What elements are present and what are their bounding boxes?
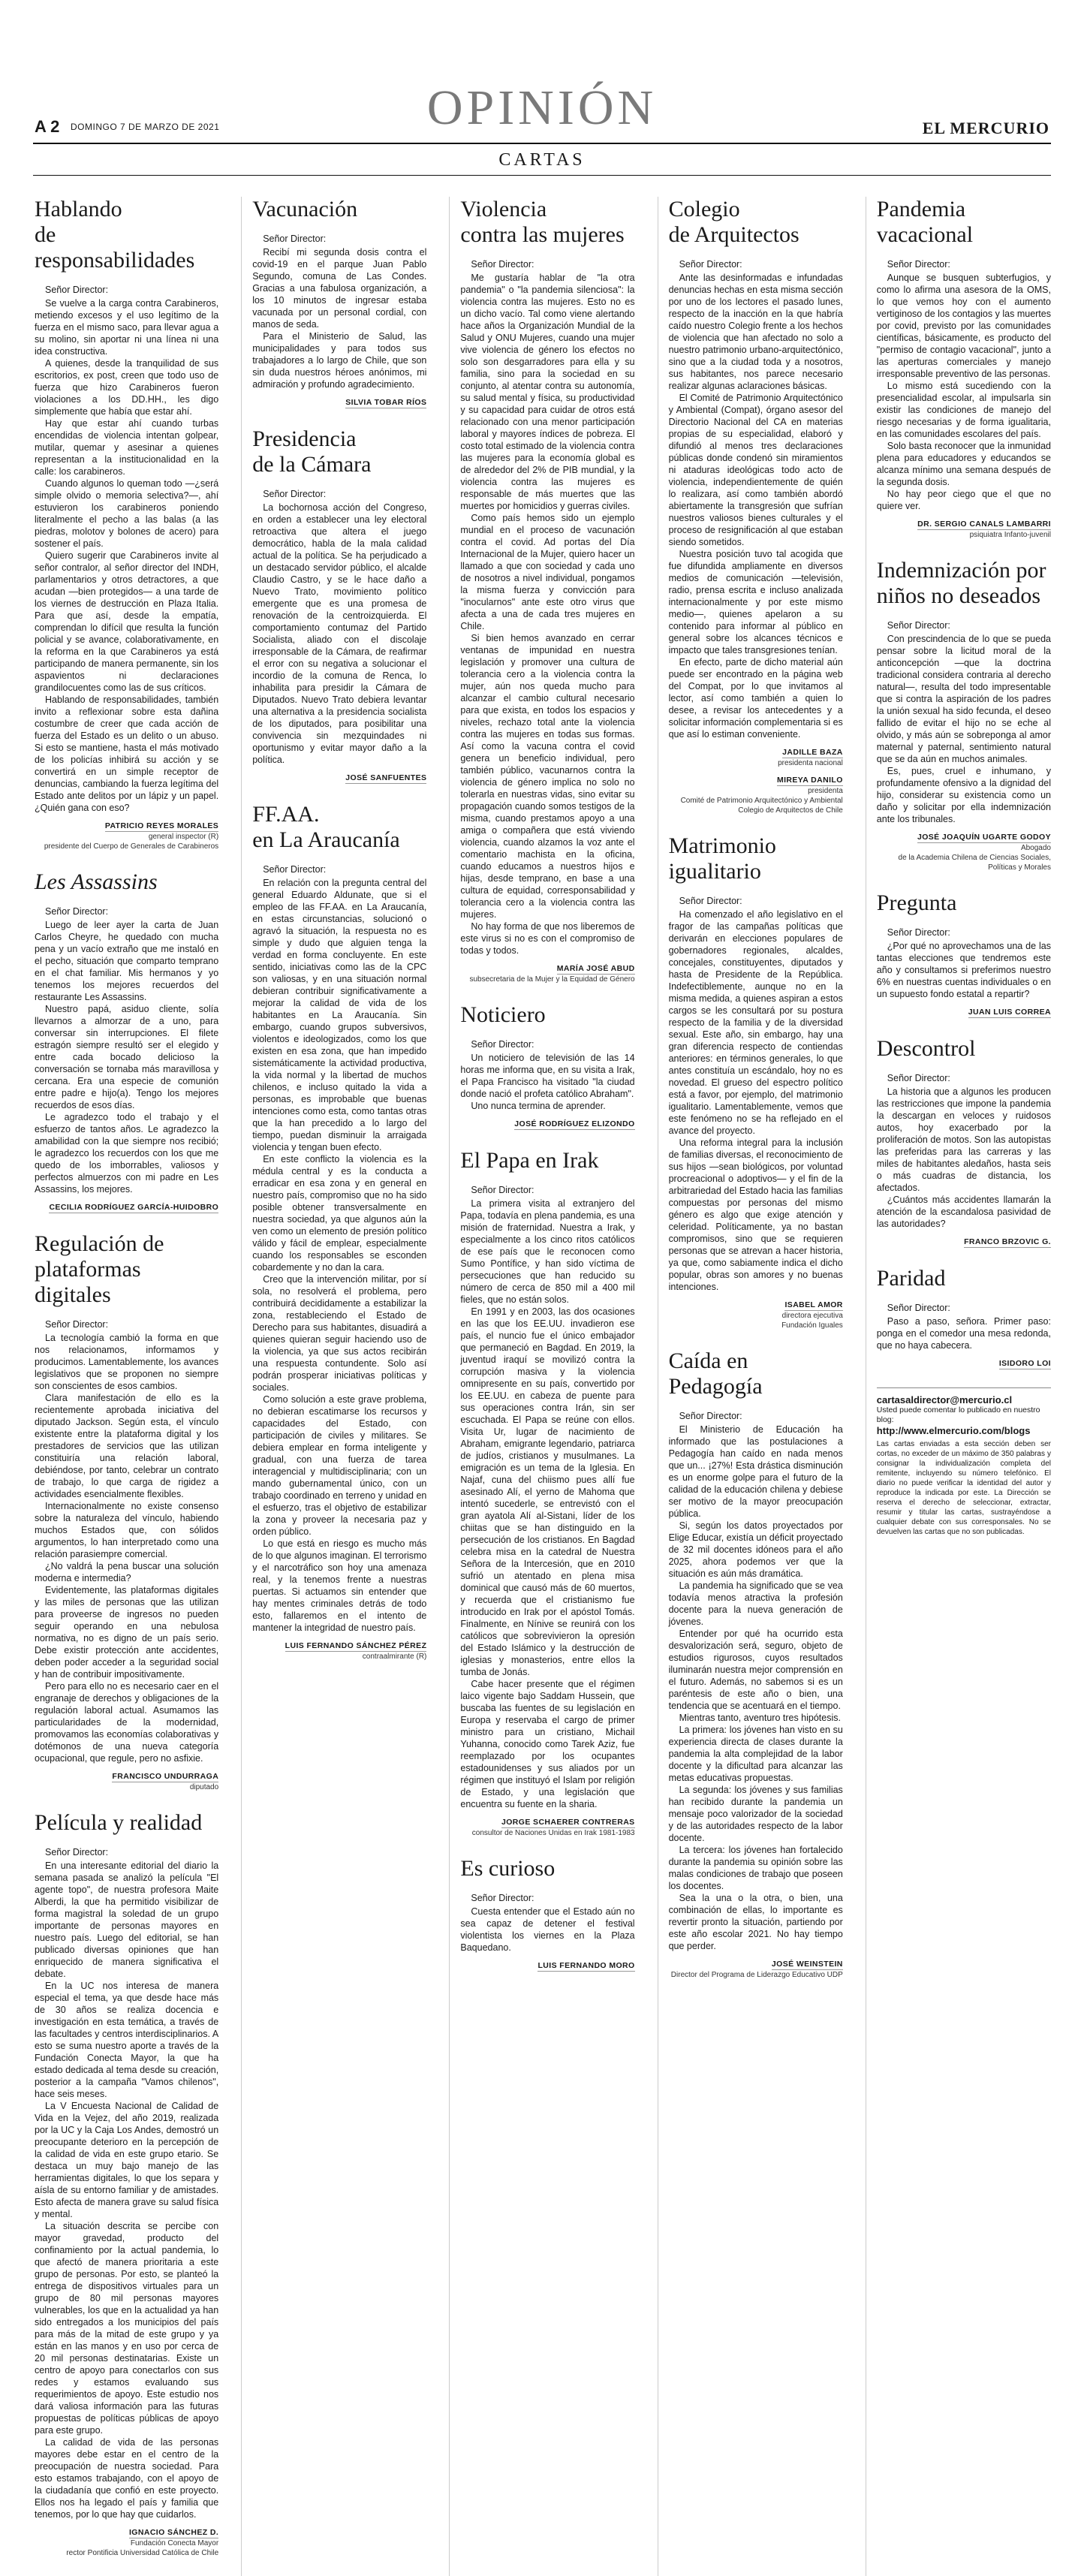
letter-signature [35, 1769, 218, 1792]
signature-name: DR. SERGIO CANALS LAMBARRI [917, 520, 1051, 529]
letter-title: Presidencia de la Cámara [252, 426, 372, 477]
signature-name: ISABEL AMOR [784, 1300, 843, 1309]
letter-title: FF.AA. en La Araucanía [252, 802, 400, 852]
signature-name: FRANCISCO UNDURRAGA [112, 1772, 219, 1781]
letter-salutation: Señor Director: [45, 906, 109, 917]
letter-paragraph: Internacionalmente no existe consenso sobre la naturaleza del vínculo, habiendo muchos Estados que, con sólidos argumentos, lo han interpretado como una relación parasiempre comercial. [35, 1501, 219, 1559]
letter-paragraph: En una interesante editorial del diario la semana pasada se analizó la película "El agente topo", de nuestra profesora Maite Alberdi, la que ha permitido visibilizar de forma magistral la soledad de un grupo importante de personas mayores en nuestro país. Luego del editorial, se han publicado diversas opiniones que han enriquecido de manera significativa el debate. [35, 1860, 219, 1979]
letter-salutation: Señor Director: [887, 620, 950, 631]
letter-salutation: Señor Director: [679, 896, 742, 906]
contact-box [877, 1387, 1051, 1537]
letter-paragraph: Uno nunca termina de aprender. [471, 1101, 606, 1111]
signature-title: psiquiatra Infanto-juvenil [969, 531, 1051, 539]
letter [252, 802, 426, 1662]
letter-paragraph: Como solución a este grave problema, no debieran escatimarse los recursos y capacidades del Estado, con participación de civiles y militares. Se debiera emplear en forma inteligente y gradual, con una fuerza de tarea interagencial y multidisciplinaria; con un mando gubernamental único, con un trabajo coordinado en terreno y unidad en el esfuerzo, tras el objetivo de estabilizar la zona y proveer la necesaria paz y orden público. [252, 1394, 427, 1537]
letter [252, 426, 426, 784]
letter-salutation: Señor Director: [679, 259, 742, 270]
signature-name: ISIDORO LOI [998, 1359, 1051, 1368]
letter-signature [877, 1356, 1051, 1369]
letter [460, 1856, 634, 1972]
letter [877, 197, 1051, 540]
letter-signature [35, 818, 218, 851]
letter-paragraph: Un noticiero de televisión de las 14 horas me informa que, en su visita a Irak, el Papa Francisco ha visitado "la ciudad donde nació el profeta católico Abraham". [460, 1053, 635, 1099]
letter [669, 833, 843, 1330]
column-2 [241, 197, 426, 2576]
letter-paragraph: ¿Cuántos más accidentes llamarán la atención de la escandalosa pasividad de las autoridades? [876, 1195, 1051, 1229]
signature-name: JUAN LUIS CORREA [968, 1008, 1051, 1017]
letter-paragraph: La bochornosa acción del Congreso, en orden a establecer una ley electoral retroactiva que altera el juego democrático, habla de la mala calidad actual de la política. Se ha perjudicado a un destacado servidor público, el alcalde Claudio Castro, y se le hace daño a Nuevo Trato, movimiento político emergente que es una promesa de renovación de la centroizquierda. El comportamiento contumaz del Partido Socialista, aliado con el discolaje irresponsable de la Cámara, de reafirmar el error con su negativa a solucionar el incordio de la comuna de Renca, lo inhabilita para presidir la Cámara de Diputados. Nuevo Trato debiera levantar una alternativa a la presidencia socialista de los diputados, para posibilitar una convivencia sin mezquindades ni oportunismo y evitar mayor daño a la política. [252, 502, 427, 765]
letter-paragraph: No hay forma de que nos liberemos de este virus si no es con el compromiso de todas y todos. [460, 921, 635, 956]
letter-title: Violencia contra las mujeres [460, 197, 625, 247]
letter-salutation: Señor Director: [887, 1073, 950, 1083]
page-number: A 2 [35, 117, 60, 136]
letter-paragraph: Hay que estar ahí cuando turbas encendidas de violencia intentan golpear, mutilar, quemar y asesinar a quienes representan a la institucionalidad en la calle: los carabineros. [35, 418, 219, 477]
signature-name: SILVIA TOBAR RÍOS [345, 398, 427, 407]
header-top [33, 75, 1051, 144]
signature-name: CECILIA RODRÍGUEZ GARCÍA-HUIDOBRO [49, 1203, 219, 1212]
letter-paragraph: Ante las desinformadas e infundadas denuncias hechas en esta misma sección por uno de los lectores el pasado lunes, respecto de la inacción en la que habría caído nuestro Colegio frente a los hechos de violencia que han afectado no solo a nuestro patrimonio urbano-arquitectónico, sino que a la ciudad toda y a nosotros, sus habitantes, nos parece necesario realizar algunas aclaraciones básicas. [668, 273, 843, 391]
letter-signature [669, 1297, 843, 1330]
letter-paragraph: La segunda: los jóvenes y sus familias han recibido durante la pandemia un mensaje poco valorizador de la sociedad y de las autoridades respecto de la labor docente. [668, 1785, 843, 1843]
letter-title: Pregunta [876, 890, 957, 915]
signature-title: Abogado de la Academia Chilena de Ciencias Sociales, Políticas y Morales [898, 844, 1051, 872]
letter-title: Pandemia vacacional [876, 197, 974, 247]
letter-salutation: Señor Director: [45, 285, 109, 295]
letter-paragraph: Sea la una o la otra, o bien, una combinación de ellas, lo importante es revertir pronto la situación, partiendo por este año escolar 2021. No hay tiempo que perder. [668, 1893, 843, 1951]
contact-email[interactable]: cartasaldirector@mercurio.cl [876, 1394, 1013, 1406]
letter [252, 197, 426, 408]
signature-name: LUIS FERNANDO SÁNCHEZ PÉREZ [285, 1641, 427, 1650]
letter-paragraph: La primera: los jóvenes han visto en su experiencia directa de clases durante la pandemia la alta complejidad de la labor docente y la dificultad para alcanzar las metas educativas propuestas. [668, 1725, 843, 1783]
letter-title: Paridad [876, 1266, 946, 1291]
letter [877, 1266, 1051, 1369]
letter-paragraph: En efecto, parte de dicho material aún puede ser encontrado en la página web del Compat, por lo que invitamos al lector, así como también a quien lo desee, a revisar los antecedentes y a solicitar información complementaria si es que así lo estiman conveniente. [668, 657, 843, 740]
page-date: DOMINGO 7 DE MARZO DE 2021 [71, 122, 220, 132]
letter-salutation: Señor Director: [471, 1185, 534, 1195]
letter-paragraph: El Ministerio de Educación ha informado que las postulaciones a Pedagogía han caído en nada menos que un... ¡27%! Esta drástica disminución es un enorme golpe para el futuro de la calidad de la educación chilena y debiese ser motivo de la mayor preocupación pública. [668, 1424, 843, 1519]
letter-paragraph: Aunque se busquen subterfugios, y como lo afirma una asesora de la OMS, lo que vemos hoy con el aumento vertiginoso de los contagios y las muertes por covid, previsto por las comunidades científicas, básicamente, es producto del "permiso de contagio vacacional", junto a las aperturas comerciales y manejo irresponsable preventivo de las personas. [876, 273, 1051, 379]
letters-columns [33, 197, 1051, 2557]
masthead-logo: EL MERCURIO [922, 119, 1049, 137]
letter-title: Hablando de responsabilidades [35, 197, 195, 273]
column-5 [866, 197, 1051, 2576]
letter-paragraph: La primera visita al extranjero del Papa, todavía en plena pandemia, es una misión de fraternidad. Nuestra a Irak, y especialmente a los cinco ritos católicos de ese país que le reconocen como Sumo Pontífice, y han sido víctima de persecuciones que han reducido su número de cerca de 850 mil a 400 mil fieles, que no están solos. [460, 1198, 635, 1305]
letter-paragraph: Nuestra posición tuvo tal acogida que fue difundida ampliamente en diversos medios de comunicación —televisión, radio, prensa escrita e incluso analizada internacionalmente y por este mismo medio—, quienes apelaron a su contenido para informar al público en general sobre los alcances técnicos e impacto que tales transgresiones tenían. [668, 549, 843, 655]
letter-title: El Papa en Irak [460, 1148, 599, 1173]
letter-signature [460, 1116, 634, 1130]
letter [35, 1810, 218, 2558]
letter-paragraph: Como país hemos sido un ejemplo mundial en el proceso de vacunación contra el covid. Ad portas del Día Internacional de la Mujer, quiero hacer un llamado a que con sociedad y cada uno de nosotros a nivel individual, pongamos la misma fuerza y convicción para "inocularnos" ante este otro virus que afecta a una de cada tres mujeres en Chile. [460, 513, 635, 631]
letter [460, 197, 634, 984]
letter-signature [460, 961, 634, 984]
letter-paragraph: Hablando de responsabilidades, también invito a reflexionar sobre esta dañina costumbre de creer que cada acción de fuerza del Estado es un delito o un abuso. Si esto se mantiene, hasta el más motivado de los policías inhibirá su acción y se convertirá en un simple receptor de denuncias, cambiando la fuerza legítima del Estado ante delitos por un lápiz y un papel. ¿Quién gana con eso? [35, 694, 219, 813]
letter-paragraph: Es, pues, cruel e inhumano, y profundamente ofensivo a la dignidad del hijo, considerar su existencia como un daño y solicitar por ella indemnización ante los tribunales. [876, 766, 1051, 824]
letter [460, 1148, 634, 1838]
letter-paragraph: Mientras tanto, aventuro tres hipótesis. [679, 1713, 841, 1723]
letter-paragraph: Nuestro papá, asiduo cliente, solía llevarnos a almorzar de a uno, para conversar sin interrupciones. El filete estragón siempre resultó ser el elegido y entre cada bocado delicioso la conversación se tornaba más maravillosa y cercana. Era una especie de comunión entre padre e hijo(a). Tengo los mejores recuerdos de esos días. [35, 1004, 219, 1110]
letter-paragraph: En relación con la pregunta central del general Eduardo Aldunate, que si el empleo de las FF.AA. en La Araucanía, en estas circunstancias, solucionó o agravó la situación, la respuesta no es simple y dudo que alguien tenga la verdad en forma concluyente. En este sentido, iniciativas como las de la CPC son valiosas, y en una situación normal debieran contribuir significativamente a mejorar la calidad de vida de los habitantes en La Araucanía. Sin embargo, cuando grupos subversivos, violentos e ideologizados, como los que existen en esa zona, que han impedido sistemáticamente la actividad productiva, la vida normal y la libertad de muchos chilenos, e incluso quitado la vida a personas, es improbable que buenas intenciones como esta, como tantas otras que la han precedido a lo largo del tiempo, puedan disminuir la arraigada violencia y tengan buen efecto. [252, 878, 427, 1152]
signature-name: JOSÉ SANFUENTES [345, 773, 427, 782]
letter-title: Caída en Pedagogía [668, 1348, 763, 1399]
letter-paragraph: En la UC nos interesa de manera especial el tema, ya que desde hace más de 30 años se realiza docencia e investigación en esta temática, a través de las facultades y centros interdisciplinarios. A esto se suma nuestro aporte a través de la Fundación Conecta Mayor, la que ha estado dedicada al tema desde su creación, posterior a la campaña "Vamos chilenos", hace seis meses. [35, 1981, 219, 2099]
letter-paragraph: Para el Ministerio de Salud, las municipalidades y para todos sus trabajadores a lo largo de Chile, que son sin duda nuestros héroes anónimos, mi admiración y profundo agradecimiento. [252, 331, 427, 390]
letter-paragraph: La historia que a algunos les producen las restricciones que impone la pandemia la descargan en veloces y ruidosos autos, hoy exacerbado por la proliferación de motos. Son las autopistas las preferidas para las carreras y las miles de habitantes aledaños, hasta seis o más cuadras de distancia, los afectados. [876, 1086, 1051, 1193]
letter-paragraph: Creo que la intervención militar, por sí sola, no resolverá el problema, pero contribuirá decididamente a estabilizar la zona, restableciendo el Estado de Derecho para sus habitantes, disuadirá a quienes quieran seguir haciendo uso de la violencia, ya que sus actos recibirán una respuesta contundente. Solo así podrán prosperar iniciativas políticas y sociales. [252, 1274, 427, 1393]
letter-paragraph: La calidad de vida de las personas mayores debe estar en el centro de la preocupación de nuestra sociedad. Para esto estamos trabajando, con el apoyo de la ciudadanía que confió en este proyecto. Ellos nos ha legado el país y familia que tenemos, por lo que hay que cuidarlos. [35, 2437, 219, 2520]
letter-paragraph: La situación descrita se percibe con mayor gravedad, producto del confinamiento por la actual pandemia, lo que afectó de manera prioritaria a este grupo de personas. Por esto, se planteó la entrega de dispositivos virtuales para un grupo de 80 mil personas mayores vulnerables, los que en la actualidad ya han sido entregados a los municipios del país para más de la mitad de este grupo y ya están en las manos y en uso por cerca de 20 mil personas destinatarias. Existe un centro de apoyo para conectarlos con sus redes y estamos evaluando sus requerimientos de apoyo. Este estudio nos dará valiosa información para las futuras propuestas de políticas públicas de apoyo para este grupo. [35, 2221, 219, 2436]
letter-paragraph: Si bien hemos avanzado en cerrar ventanas de impunidad en nuestra legislación y promover una cultura de tolerancia cero a la violencia contra la mujer, aún nos queda mucho para alcanzar el cambio cultural necesario para que exista, en todos los espacios y niveles, rechazo total ante la violencia contra las mujeres en todas sus formas. Así como la vacuna contra el covid genera un beneficio individual, pero también público, vacunarnos contra la violencia de género implica no solo no tolerarla en nuestras vidas, sino evitar su propagación cuando somos testigos de la misma, cuando prestamos apoyo a una amiga o compañera que está viviendo violencia, cuando alzamos la voz ante el comentario machista en la oficina, cuando educamos a nuestros hijos e hijas, desde temprano, en base a una cultura de equidad, corresponsabilidad y tolerancia cero a la violencia contra las mujeres. [460, 633, 635, 920]
letter-paragraph: El Comité de Patrimonio Arquitectónico y Ambiental (Compat), órgano asesor del Directorio Nacional del CA en materias propias de su especialidad, elaboró y difundió al menos tres declaraciones públicas donde condenó sin miramientos ni ataduras ideológicas todo acto de violencia, independientemente de quién lo realizara, así como también abordó abiertamente la transgresión que sufrían nuestros valiosos bienes culturales y el proceso de resignificación al que estaban siendo sometidos. [668, 393, 843, 547]
letter-paragraph: Lo que está en riesgo es mucho más de lo que algunos imaginan. El terrorismo y el narcotráfico son hoy una amenaza real, y la tenemos frente a nuestras puertas. Si actuamos sin entender que hay mentes criminales detrás de todo esto, fallaremos en el intento de mantener la integridad de nuestro país. [252, 1538, 427, 1633]
signature-name: JOSÉ RODRÍGUEZ ELIZONDO [514, 1119, 635, 1128]
signature-name: PATRICIO REYES MORALES [104, 821, 219, 830]
letter-title: Descontrol [876, 1036, 976, 1061]
signature-name: MARÍA JOSÉ ABUD [556, 964, 635, 973]
signature-title: directora ejecutiva Fundación Iguales [781, 1312, 843, 1330]
signature-name: FRANCO BRZOVIC G. [964, 1237, 1051, 1246]
letter-paragraph: A quienes, desde la tranquilidad de sus escritorios, ex post, creen que todo uso de fuerza que hizo Carabineros fueron violaciones a los DD.HH., les digo simplemente que había que estar ahí. [35, 358, 219, 417]
letter-paragraph: Me gustaría hablar de "la otra pandemia" o "la pandemia silenciosa": la violencia contra las mujeres. Esto no es un dicho vacío. Tal como viene alertando hace años la Organización Mundial de la Salud y ONU Mujeres, cuando una mujer vive violencia de género los efectos no solo son desgarradores para ella y su familia, sino para la sociedad en su conjunto, al atentar contra su autonomía, su salud mental y física, su productividad y su capacidad para cuidar de otros está relacionado con una menor participación laboral y mayores índices de pobreza. El costo total estimado de la violencia contra las mujeres para la economía global es de alrededor del 2% de PIB mundial, y la violencia contra las mujeres es responsable de más muertes que las muertes por homicidios y guerras civiles. [460, 273, 635, 511]
letter-signature [669, 1957, 843, 1980]
signature-name: LUIS FERNANDO MORO [537, 1961, 635, 1970]
letter [669, 197, 843, 815]
letter [460, 1002, 634, 1130]
letter-paragraph: Cabe hacer presente que el régimen laico vigente bajo Saddam Hussein, que buscaba las fuentes de su legislación en Europa y reservaba el cargo de primer ministro para un cristiano, Michail Yuhanna, conocido como Tarek Aziz, fue reemplazado por los ocupantes estadounidenses y sus aliados por un régimen que instituyó el Islam por religión de Estado, y una legislación que encuentra su fuente en la sharia. [460, 1679, 635, 1809]
column-3 [449, 197, 634, 2576]
letter-title: Película y realidad [35, 1810, 203, 1835]
letter [35, 869, 218, 1213]
letter-signature [252, 1638, 426, 1662]
signature-title: general inspector (R) presidente del Cuerpo de Generales de Carabineros [44, 833, 219, 851]
letter-paragraph: Recibí mi segunda dosis contra el covid-19 en el parque Juan Pablo Segundo, comuna de Las Condes. Gracias a una fabulosa organización, a los 10 minutos de ingresar estaba vacunada por un personal cordial, con manos de seda. [252, 247, 427, 330]
letter-paragraph: Cuesta entender que el Estado aún no sea capaz de detener el festival violentista los viernes en la Plaza Baquedano. [460, 1906, 635, 1953]
signature-title: contraalmirante (R) [362, 1653, 427, 1661]
signature-title: diputado [189, 1783, 219, 1791]
letter-title: Noticiero [460, 1002, 546, 1027]
letter-paragraph: La pandemia ha significado que se vea todavía menos atractiva la profesión docente para la nueva generación de jóvenes. [668, 1580, 843, 1627]
letter-paragraph: Con prescindencia de lo que se pueda pensar sobre la licitud moral de la anticoncepción —que la doctrina tradicional considera contraria al derecho natural—, resulta del todo impresentable que si contra la aspiración de los padres la unión sexual ha sido fecunda, el deseo fallido de evitar el hijo no se eche al olvido, y más aún se sobreponga al amor maternal y paternal, sentimiento natural que se da aún en muchos animales. [876, 634, 1051, 764]
letter-salutation: Señor Director: [887, 927, 950, 938]
letter [669, 1348, 843, 1980]
signature-name: JADILLE BAZA [782, 748, 843, 757]
letter-paragraph: Clara manifestación de ello es la recientemente aprobada iniciativa del diputado Jackson. Según esta, el vínculo existente entre la plataforma digital y los prestadores de servicios que las utilizan constituiría una relación laboral, debiéndose, por tanto, celebrar un contrato de trabajo, lo que carga de rigidez a actividades esencialmente flexibles. [35, 1393, 219, 1499]
letter-paragraph: En este conflicto la violencia es la médula central y es la conducta a erradicar en esa zona y en general en nuestro país, compromiso que no ha sido posible obtener transversalmente en nuestra sociedad, ya que algunos aún la ven como un elemento de presión político válido y fácil de emplear, especialmente cuando los responsables se esconden cobardemente y no dan la cara. [252, 1154, 427, 1273]
letter-salutation: Señor Director: [471, 1039, 534, 1050]
letter-signature [460, 1958, 634, 1972]
signature-title: Fundación Conecta Mayor rector Pontificia Universidad Católica de Chile [66, 2539, 219, 2557]
letter-salutation: Señor Director: [263, 489, 327, 499]
signature-name: JORGE SCHAERER CONTRERAS [501, 1818, 635, 1827]
letter [877, 558, 1051, 872]
letter-paragraph: Ha comenzado el año legislativo en el fragor de las campañas políticas que derivarán en elecciones populares de gobernadores regionales, alcaldes, concejales, constituyentes, diputados y hasta de Presidente de la República. Indefectiblemente, aunque no en la misma medida, a quienes aspiran a estos cargos se les consultará por su postura respecto de la familia y de la diversidad sexual. Este año, sin embargo, hay una gran diferencia respecto de contiendas anteriores: en términos generales, lo que antes constituía un escándalo, hoy no es novedad. El grueso del espectro político está a favor, por ejemplo, del matrimonio igualitario. Lamentablemente, vemos que este fenómeno no se ha reflejado en el avance del proyecto. [668, 909, 843, 1136]
letter [35, 1231, 218, 1792]
letter-paragraph: Pero para ello no es necesario caer en el engranaje de derechos y obligaciones de la regulación laboral actual. Asumamos las particularidades de la modernidad, promovamos las economías colaborativas y dotémonos de una nueva categoría ocupacional, que regule, pero no asfixie. [35, 1681, 219, 1764]
letter-signature [877, 517, 1051, 540]
contact-blog-link[interactable]: http://www.elmercurio.com/blogs [876, 1425, 1031, 1436]
contact-rules: Las cartas enviadas a esta sección deben ser cortas, no exceder de un máximo de 350 palabras y consignar la individualización completa del remitente, incluyendo su número telefónico. El diario no puede verificar la identidad del autor y reproduce la indicada por este. La Dirección se reserva el derecho de seleccionar, extractar, resumir y titular las cartas, sustrayéndose a cualquier debate con sus corresponsales. No se devuelven las cartas que no son publicadas. [876, 1440, 1051, 1536]
signature-name: JOSÉ WEINSTEIN [771, 1960, 843, 1969]
letter-title: Vacunación [252, 197, 358, 221]
subsection-title: CARTAS [33, 144, 1051, 176]
letter-paragraph: ¿No valdrá la pena buscar una solución moderna e intermedia? [35, 1561, 219, 1583]
letter-salutation: Señor Director: [887, 259, 950, 270]
column-1 [33, 197, 218, 2576]
letter-paragraph: Entender por qué ha ocurrido esta desvalorización será, seguro, objeto de estudios rigurosos, cuyos resultados iluminarán nuestra mejor comprensión en el futuro. Además, no sabemos si es un paréntesis de este año o bien, una tendencia que se acentuará en el tiempo. [668, 1628, 843, 1711]
letter [877, 1036, 1051, 1248]
letter-title: Colegio de Arquitectos [668, 197, 799, 247]
letter-signature [35, 2525, 218, 2558]
letter-paragraph: Le agradezco todo el trabajo y el esfuerzo de tantos años. Le agradezco la amabilidad con la que siempre nos recibió; le agradezco los recuerdos con los que me quedo de los imborrables, valiosos y perfectos almuerzos con mi padre en Les Assassins, los mejores. [35, 1112, 219, 1195]
page-header [33, 75, 1051, 177]
letter-signature [669, 745, 843, 768]
letter-salutation: Señor Director: [887, 1303, 950, 1313]
letter-paragraph: Lo mismo está sucediendo con la presencialidad escolar, al impulsarla sin existir las condiciones de manejo del riesgo necesarias y de forma igualitaria, en las comunidades escolares del país. [876, 381, 1051, 439]
column-4 [658, 197, 843, 2576]
contact-blog-text: Usted puede comentar lo publicado en nuestro blog: [876, 1406, 1040, 1424]
letter-paragraph: Una reforma integral para la inclusión de familias diversas, el reconocimiento de sus hijos —sean biológicos, por voluntad procreacional o adoptivos— y el fin de la arbitrariedad del Estado hacia las familias compuestas por personas del mismo género es algo que exige atención y celeridad. Políticamente, ya no bastan compromisos, sino que se requieren personas que se atrevan a hacer historia, ya que, como sabiamente indica el dicho popular, obras son amores y no buenas intenciones. [668, 1137, 843, 1292]
section-title: OPINIÓN [426, 80, 658, 135]
letter-salutation: Señor Director: [679, 1411, 742, 1421]
letter-signature [669, 773, 843, 815]
letter-paragraph: Solo basta reconocer que la inmunidad plena para educadores y educandos se alcanza mínimo una semana después de la segunda dosis. [876, 441, 1051, 487]
letter-paragraph: Si, según los datos proyectados por Elige Educar, existía un déficit proyectado de 32 mil docentes idóneos para el año 2025, ahora podemos ver que la situación es aún más dramática. [668, 1520, 843, 1579]
signature-title: presidenta nacional [778, 759, 843, 767]
letter-salutation: Señor Director: [471, 1893, 534, 1903]
letter-paragraph: Cuando algunos lo queman todo —¿será simple olvido o memoria selectiva?—, ahí estuvieron los carabineros poniendo literalmente el pecho a las balas (a las piedras, molotov y bolones de acero) para sostener el país. [35, 478, 219, 549]
letter-title: Indemnización por niños no deseados [876, 558, 1046, 608]
letter-signature [877, 830, 1051, 872]
letter-signature [877, 1234, 1051, 1248]
signature-name: JOSÉ JOAQUÍN UGARTE GODOY [917, 833, 1051, 842]
letter-salutation: Señor Director: [263, 864, 327, 875]
letter-signature [252, 395, 426, 408]
letter-salutation: Señor Director: [45, 1847, 109, 1857]
letter [877, 890, 1051, 1018]
signature-name: MIREYA DANILO [776, 776, 843, 785]
letter-paragraph: La tecnología cambió la forma en que nos relacionamos, informamos y producimos. Lamentablemente, los avances legislativos que se proponen no siempre son conscientes de esos cambios. [35, 1333, 219, 1391]
letter-paragraph: La tercera: los jóvenes han fortalecido durante la pandemia su opinión sobre las malas condiciones de trabajo que poseen los docentes. [668, 1845, 843, 1891]
letter-paragraph: ¿Por qué no aprovechamos una de las tantas elecciones que tendremos este año y consultamos si preferimos nuestro 6% en nuestras cuentas individuales o en un supuesto fondo estatal a repartir? [876, 941, 1051, 999]
letter-paragraph: La V Encuesta Nacional de Calidad de Vida en la Vejez, del año 2019, realizada por la UC y la Caja Los Andes, demostró un preocupante deterioro en la percepción de la calidad de vida en este grupo etario. Se destaca un muy bajo manejo de las herramientas digitales, lo que los separa y aísla de su entorno familiar y de amistades. Esto afecta de manera grave su salud física y mental. [35, 2101, 219, 2219]
letter-paragraph: Evidentemente, las plataformas digitales y las miles de personas que las utilizan para proveerse de ingresos no pueden seguir operando en una nebulosa normativa, no es digno de un país serio. Debe existir protección ante accidentes, deben poder acceder a la seguridad social y han de contribuir impositivamente. [35, 1585, 219, 1680]
letter-salutation: Señor Director: [471, 259, 534, 270]
signature-title: Director del Programa de Liderazgo Educativo UDP [670, 1971, 843, 1979]
letter [35, 197, 218, 851]
signature-title: consultor de Naciones Unidas en Irak 1981-1983 [471, 1829, 635, 1837]
letter-paragraph: Se vuelve a la carga contra Carabineros, metiendo excesos y el uso legítimo de la fuerza en el mismo saco, para llevar agua a su molino, sin aportar ni una línea ni una idea constructiva. [35, 298, 219, 357]
letter-paragraph: Quiero sugerir que Carabineros invite al señor contralor, al señor director del INDH, parlamentarios y otros detractores, a que acudan —bien protegidos— a una tarde de los viernes de destrucción en Plaza Italia. Para que así, desde la empatía, comprendan lo difícil que resulta la función policial y se avance, colaborativamente, en la reforma en la que Carabineros ya está participando de manera permanente, sin los aspavientos ni declaraciones grandilocuentes como las de sus críticos. [35, 550, 219, 693]
letter-title: Regulación de plataformas digitales [35, 1231, 164, 1307]
letter-signature [35, 1200, 218, 1213]
signature-title: subsecretaria de la Mujer y la Equidad de Género [469, 975, 635, 984]
letter-title: Es curioso [460, 1856, 556, 1881]
signature-name: IGNACIO SÁNCHEZ D. [128, 2528, 219, 2537]
letter-signature [877, 1005, 1051, 1018]
letter-paragraph: No hay peor ciego que el que no quiere ver. [876, 489, 1051, 511]
letter-signature [252, 770, 426, 784]
letter-title: Matrimonio igualitario [668, 833, 776, 884]
letter-paragraph: En 1991 y en 2003, las dos ocasiones en las que los EE.UU. invadieron ese país, el nuncio fue el único embajador que permaneció en Bagdad. En 2019, la juventud iraquí se movilizó contra la corrupción masiva y la violencia omnipresente en su país, convertido por los EE.UU. en cabeza de puente para sus operaciones contra Irán, sin ser escuchada. El Papa se reúne con ellos. Visita Ur, lugar de nacimiento de Abraham, emigrante legendario, patriarca de judíos, cristianos y musulmanes. La emigración es un tema de la Iglesia. En Najaf, cuna del chiismo pues allí fue asesinado Alí, el yerno de Mahoma que intentó sucederle, se entrevistó con el gran ayatola Alí al-Sistani, líder de los chiitas que se han distinguido en la persecución de los cristianos. En Bagdad celebra misa en la catedral de Nuestra Señora de la Intercesión, que en 2010 sufrió un atentado en plena misa dominical que causó más de 60 muertos, y recuerda que el cristianismo fue introducido en Irak por el apóstol Tomás. Finalmente, en Nínive se reunirá con los católicos que sobrevivieron la opresión del Estado Islámico y la destrucción de iglesias y monasterios, entre ellos la tumba de Jonás. [460, 1306, 635, 1677]
letter-paragraph: Paso a paso, señora. Primer paso: ponga en el comedor una mesa redonda, que no haya cabecera. [876, 1316, 1051, 1351]
letter-salutation: Señor Director: [45, 1319, 109, 1330]
letter-signature [460, 1815, 634, 1838]
letter-paragraph: Luego de leer ayer la carta de Juan Carlos Cheyre, he quedado con mucha pena y un vacío extraño que me instaló en el pecho, situación que comparto temprano en el chat familiar. Mis hermanos y yo tenemos los mejores recuerdos del restaurante Les Assassins. [35, 920, 219, 1002]
letter-title: Les Assassins [35, 869, 158, 894]
letter-salutation: Señor Director: [263, 233, 327, 244]
signature-title: presidenta Comité de Patrimonio Arquitectónico y Ambiental Colegio de Arquitectos de Chile [680, 787, 843, 815]
